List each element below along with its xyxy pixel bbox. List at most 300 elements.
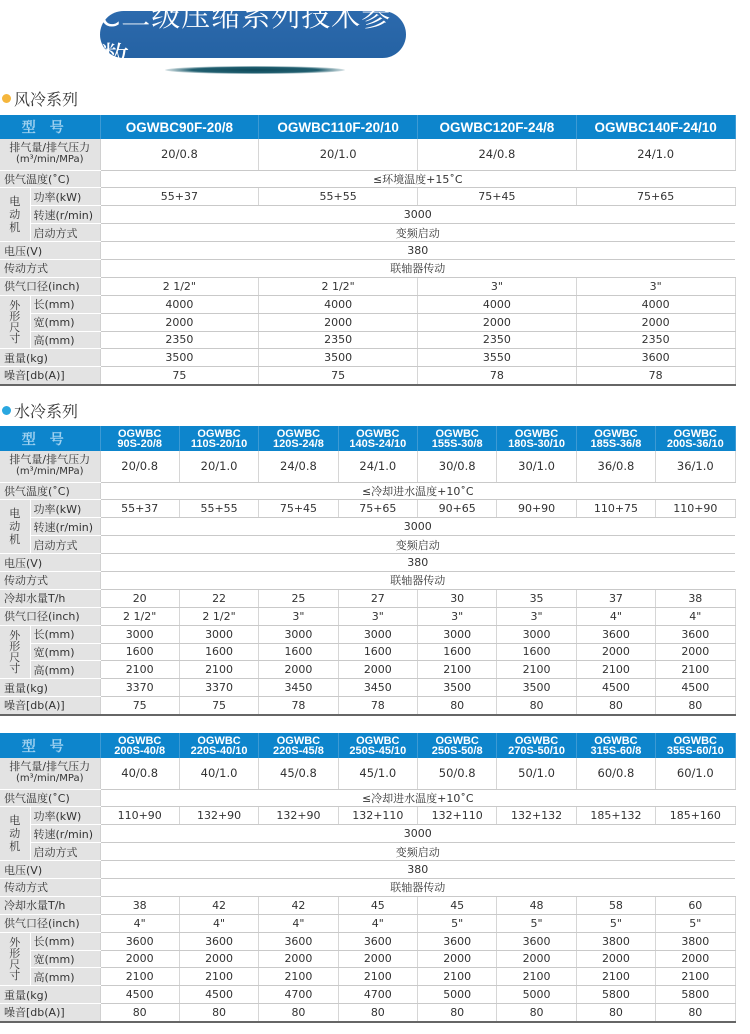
flow-row [0,139,735,170]
model-series: OGWBC [197,427,241,440]
flow-value: 20/0.8 [100,139,259,170]
length-value: 3800 [576,932,655,950]
start-label: 启动方式 [30,843,100,861]
flow-label-main: 排气量/排气压力 [9,760,91,774]
temp-row [0,482,735,500]
header-row [0,115,735,139]
power-value: 75+65 [338,500,417,518]
model-code: 185S-36/8 [590,437,642,450]
flow-label [0,139,100,170]
model-header [418,733,497,758]
model-code: 250S-50/8 [431,744,483,757]
flow-value: 40/1.0 [179,758,258,789]
motor-label [0,500,30,554]
width-value: 2000 [576,643,655,661]
page-title-banner [100,0,406,74]
voltage-value: 380 [100,861,735,879]
noise-value: 75 [179,697,258,715]
model-code: 355S-60/10 [666,744,724,757]
cooling-row [0,896,735,914]
width-value: 2000 [179,950,258,968]
model-code: 120S-24/8 [273,437,324,450]
height-row [0,661,735,679]
outlet-value: 4" [179,914,258,932]
model-header [338,426,417,451]
height-label: 高(mm) [30,968,100,986]
power-value: 55+37 [100,188,259,206]
drive-label: 传动方式 [0,878,100,896]
length-label: 长(mm) [30,295,100,313]
flow-value: 24/1.0 [576,139,735,170]
dims-label-text: 外形尺寸 [9,628,21,675]
model-header [179,426,258,451]
length-value: 3800 [656,932,735,950]
dims-label [0,932,30,986]
width-label: 宽(mm) [30,950,100,968]
flow-label-main: 排气量/排气压力 [9,141,91,155]
height-value: 2100 [497,661,576,679]
power-value: 132+90 [179,807,258,825]
model-series: OGWBC [594,734,638,747]
weight-label: 重量(kg) [0,986,100,1004]
outlet-row [0,914,735,932]
start-row [0,224,735,242]
model-header [576,426,655,451]
model-series: OGWBC [117,734,162,747]
model-header [656,733,735,758]
outlet-value: 2 1/2" [100,607,179,625]
model-header [338,733,417,758]
noise-value: 75 [100,697,179,715]
cooling-label: 冷却水量T/h [0,589,100,607]
motor-label-text: 电动机 [9,195,21,235]
weight-value: 3370 [100,679,179,697]
model-code: 220S-45/8 [273,744,324,757]
model-header [656,426,735,451]
noise-label: 噪音[db(A)] [0,367,100,385]
height-label: 高(mm) [30,331,100,349]
width-value: 1600 [338,643,417,661]
model-series: OGWBC [197,734,241,747]
width-value: 2000 [656,950,735,968]
drive-row [0,571,735,589]
height-value: 2350 [259,331,418,349]
outlet-row [0,607,735,625]
noise-value: 80 [418,1004,497,1022]
width-row [0,950,735,968]
model-header-label: 型号 [0,733,100,758]
page-title: C二级压缩系列技术参数 [100,0,392,74]
noise-value: 78 [259,697,338,715]
model-header [259,426,338,451]
motor-label [0,807,30,861]
flow-value: 30/1.0 [497,451,576,482]
speed-label: 转速(r/min) [30,825,100,843]
speed-value: 3000 [100,825,735,843]
model-header: OGWBC90F-20/8 [100,115,259,139]
noise-row [0,697,735,715]
width-value: 1600 [418,643,497,661]
model-header-label: 型号 [0,426,100,451]
power-label: 功率(kW) [30,500,100,518]
width-value: 2000 [418,313,577,331]
air-series-table [0,115,736,386]
outlet-row [0,277,735,295]
noise-value: 80 [576,1004,655,1022]
power-value: 132+90 [259,807,338,825]
temp-label: 供气温度(˚C) [0,482,100,500]
model-code: 180S-30/10 [508,437,565,450]
model-header [179,733,258,758]
flow-value: 36/0.8 [576,451,655,482]
speed-row [0,518,735,536]
length-value: 3600 [338,932,417,950]
cooling-value: 30 [418,589,497,607]
flow-value: 24/0.8 [259,451,338,482]
length-label: 长(mm) [30,625,100,643]
height-value: 2100 [418,661,497,679]
power-value: 55+55 [259,188,418,206]
temp-row [0,170,735,188]
flow-row [0,758,735,789]
voltage-label: 电压(V) [0,242,100,260]
length-value: 3000 [497,625,576,643]
width-value: 2000 [576,313,735,331]
outlet-value: 2 1/2" [100,277,259,295]
model-series: OGWBC [514,427,559,440]
length-value: 3000 [100,625,179,643]
cooling-value: 25 [259,589,338,607]
length-row [0,625,735,643]
outlet-value: 3" [259,607,338,625]
weight-label: 重量(kg) [0,349,100,367]
temp-label: 供气温度(˚C) [0,170,100,188]
width-value: 2000 [656,643,735,661]
speed-label: 转速(r/min) [30,518,100,536]
model-series: OGWBC [117,427,162,440]
voltage-label: 电压(V) [0,861,100,879]
model-header-label: 型号 [0,115,100,139]
model-header [576,733,655,758]
outlet-value: 5" [576,914,655,932]
height-value: 2100 [179,968,258,986]
flow-value: 45/0.8 [259,758,338,789]
outlet-value: 5" [497,914,576,932]
power-value: 90+65 [418,500,497,518]
speed-value: 3000 [100,206,735,224]
height-value: 2100 [418,968,497,986]
speed-value: 3000 [100,518,735,536]
noise-value: 80 [100,1004,179,1022]
model-header [418,426,497,451]
header-row [0,733,735,758]
power-row [0,188,735,206]
outlet-value: 4" [100,914,179,932]
weight-row [0,679,735,697]
temp-label: 供气温度(˚C) [0,789,100,807]
model-code: 200S-36/10 [666,437,724,450]
cooling-value: 45 [418,896,497,914]
noise-value: 80 [338,1004,417,1022]
length-value: 3600 [576,625,655,643]
height-value: 2100 [656,661,735,679]
height-value: 2350 [576,331,735,349]
length-row [0,295,735,313]
flow-value: 45/1.0 [338,758,417,789]
power-value: 55+55 [179,500,258,518]
power-value: 110+75 [576,500,655,518]
outlet-value: 3" [418,607,497,625]
outlet-value: 3" [418,277,577,295]
motor-label-text: 电动机 [9,507,21,547]
noise-value: 75 [100,367,259,385]
bullet-dot-icon [2,406,11,415]
length-value: 3600 [497,932,576,950]
cooling-value: 48 [497,896,576,914]
outlet-value: 2 1/2" [259,277,418,295]
weight-value: 3550 [418,349,577,367]
flow-value: 50/0.8 [418,758,497,789]
flow-value: 30/0.8 [418,451,497,482]
water-series-table-2 [0,733,736,1023]
power-value: 132+132 [497,807,576,825]
noise-value: 78 [576,367,735,385]
flow-label-unit: (m³/min/MPa) [16,773,84,785]
drive-row [0,259,735,277]
length-value: 3000 [418,625,497,643]
weight-value: 4700 [259,986,338,1004]
power-value: 75+45 [418,188,577,206]
noise-value: 80 [259,1004,338,1022]
dims-label [0,625,30,679]
voltage-row [0,861,735,879]
noise-value: 78 [338,697,417,715]
speed-label: 转速(r/min) [30,206,100,224]
voltage-value: 380 [100,554,735,572]
length-label: 长(mm) [30,932,100,950]
weight-value: 3500 [418,679,497,697]
outlet-value: 5" [656,914,735,932]
length-value: 3600 [259,932,338,950]
noise-value: 80 [497,697,576,715]
outlet-value: 4" [576,607,655,625]
width-value: 2000 [418,950,497,968]
cooling-value: 20 [100,589,179,607]
drive-value: 联轴器传动 [100,259,735,277]
power-value: 185+160 [656,807,735,825]
flow-label [0,451,100,482]
model-header [100,733,179,758]
voltage-value: 380 [100,242,735,260]
cooling-value: 22 [179,589,258,607]
flow-value: 40/0.8 [100,758,179,789]
drive-value: 联轴器传动 [100,571,735,589]
outlet-value: 4" [259,914,338,932]
power-value: 110+90 [656,500,735,518]
noise-label: 噪音[db(A)] [0,1004,100,1022]
dims-label-text: 外形尺寸 [9,935,21,982]
width-value: 1600 [179,643,258,661]
outlet-value: 3" [576,277,735,295]
cooling-value: 27 [338,589,417,607]
speed-row [0,206,735,224]
outlet-label: 供气口径(inch) [0,914,100,932]
length-value: 4000 [259,295,418,313]
noise-row [0,1004,735,1022]
height-value: 2000 [338,661,417,679]
weight-value: 5000 [418,986,497,1004]
cooling-value: 38 [656,589,735,607]
width-row [0,313,735,331]
bullet-dot-icon [2,94,11,103]
cooling-value: 42 [179,896,258,914]
flow-value: 24/0.8 [418,139,577,170]
model-code: 270S-50/10 [508,744,565,757]
width-row [0,643,735,661]
flow-value: 20/1.0 [259,139,418,170]
power-value: 75+65 [576,188,735,206]
weight-label: 重量(kg) [0,679,100,697]
cooling-label: 冷却水量T/h [0,896,100,914]
weight-value: 3500 [100,349,259,367]
length-value: 4000 [418,295,577,313]
model-series: OGWBC [594,427,638,440]
model-code: 110S-20/10 [190,437,248,450]
weight-value: 3500 [259,349,418,367]
width-value: 2000 [100,313,259,331]
weight-row [0,349,735,367]
length-value: 3000 [338,625,417,643]
flow-row [0,451,735,482]
start-label: 启动方式 [30,536,100,554]
start-row [0,843,735,861]
model-series: OGWBC [276,734,321,747]
model-code: 155S-30/8 [431,437,483,450]
noise-value: 80 [576,697,655,715]
air-series-title: 风冷系列 [14,90,79,109]
noise-value: 80 [497,1004,576,1022]
weight-value: 4500 [100,986,179,1004]
temp-value: ≤冷却进水温度+10˚C [100,482,735,500]
drive-label: 传动方式 [0,571,100,589]
temp-value: ≤环境温度+15˚C [100,170,735,188]
air-series-heading [2,87,78,110]
width-value: 1600 [259,643,338,661]
flow-value: 60/1.0 [656,758,735,789]
model-series: OGWBC [435,734,479,747]
flow-value: 24/1.0 [338,451,417,482]
cooling-value: 37 [576,589,655,607]
voltage-row [0,554,735,572]
model-code: 250S-45/10 [349,744,407,757]
water-series-title: 水冷系列 [14,402,79,421]
length-value: 3600 [656,625,735,643]
noise-row [0,367,735,385]
power-label: 功率(kW) [30,188,100,206]
outlet-value: 4" [656,607,735,625]
height-value: 2100 [576,968,655,986]
width-value: 2000 [100,950,179,968]
model-series: OGWBC [514,734,559,747]
cooling-value: 58 [576,896,655,914]
model-header: OGWBC140F-24/10 [576,115,735,139]
outlet-value: 3" [497,607,576,625]
model-code: 90S-20/8 [117,437,163,450]
noise-value: 80 [656,697,735,715]
length-value: 3000 [179,625,258,643]
outlet-label: 供气口径(inch) [0,607,100,625]
height-value: 2100 [259,968,338,986]
cooling-value: 45 [338,896,417,914]
weight-value: 4500 [576,679,655,697]
weight-value: 3370 [179,679,258,697]
width-label: 宽(mm) [30,643,100,661]
temp-row [0,789,735,807]
weight-value: 5000 [497,986,576,1004]
power-value: 132+110 [418,807,497,825]
dims-label [0,295,30,349]
cooling-value: 42 [259,896,338,914]
noise-value: 80 [179,1004,258,1022]
power-label: 功率(kW) [30,807,100,825]
height-value: 2100 [100,968,179,986]
width-value: 1600 [100,643,179,661]
model-code: 140S-24/10 [349,437,407,450]
weight-value: 3450 [259,679,338,697]
width-value: 2000 [338,950,417,968]
weight-value: 4500 [179,986,258,1004]
height-label: 高(mm) [30,661,100,679]
flow-label-unit: (m³/min/MPa) [16,466,84,478]
power-value: 55+37 [100,500,179,518]
model-series: OGWBC [356,734,400,747]
weight-value: 3500 [497,679,576,697]
water-series-heading [2,399,78,422]
water-series-table-1 [0,426,736,716]
width-value: 2000 [259,313,418,331]
motor-label [0,188,30,242]
model-series: OGWBC [356,427,400,440]
start-value: 变频启动 [100,843,735,861]
weight-row [0,986,735,1004]
noise-value: 80 [656,1004,735,1022]
motor-label-text: 电动机 [9,814,21,854]
weight-value: 4500 [656,679,735,697]
noise-label: 噪音[db(A)] [0,697,100,715]
model-header: OGWBC110F-20/10 [259,115,418,139]
flow-label-unit: (m³/min/MPa) [16,154,84,166]
model-series: OGWBC [276,427,321,440]
model-code: 315S-60/8 [590,744,642,757]
power-value: 185+132 [576,807,655,825]
outlet-value: 4" [338,914,417,932]
outlet-value: 2 1/2" [179,607,258,625]
start-value: 变频启动 [100,224,735,242]
power-value: 90+90 [497,500,576,518]
noise-value: 80 [418,697,497,715]
power-value: 132+110 [338,807,417,825]
length-value: 3600 [418,932,497,950]
power-row [0,807,735,825]
flow-value: 20/0.8 [100,451,179,482]
drive-row [0,878,735,896]
outlet-value: 5" [418,914,497,932]
speed-row [0,825,735,843]
voltage-row [0,242,735,260]
height-value: 2000 [259,661,338,679]
model-code: 200S-40/8 [114,744,166,757]
width-value: 2000 [576,950,655,968]
